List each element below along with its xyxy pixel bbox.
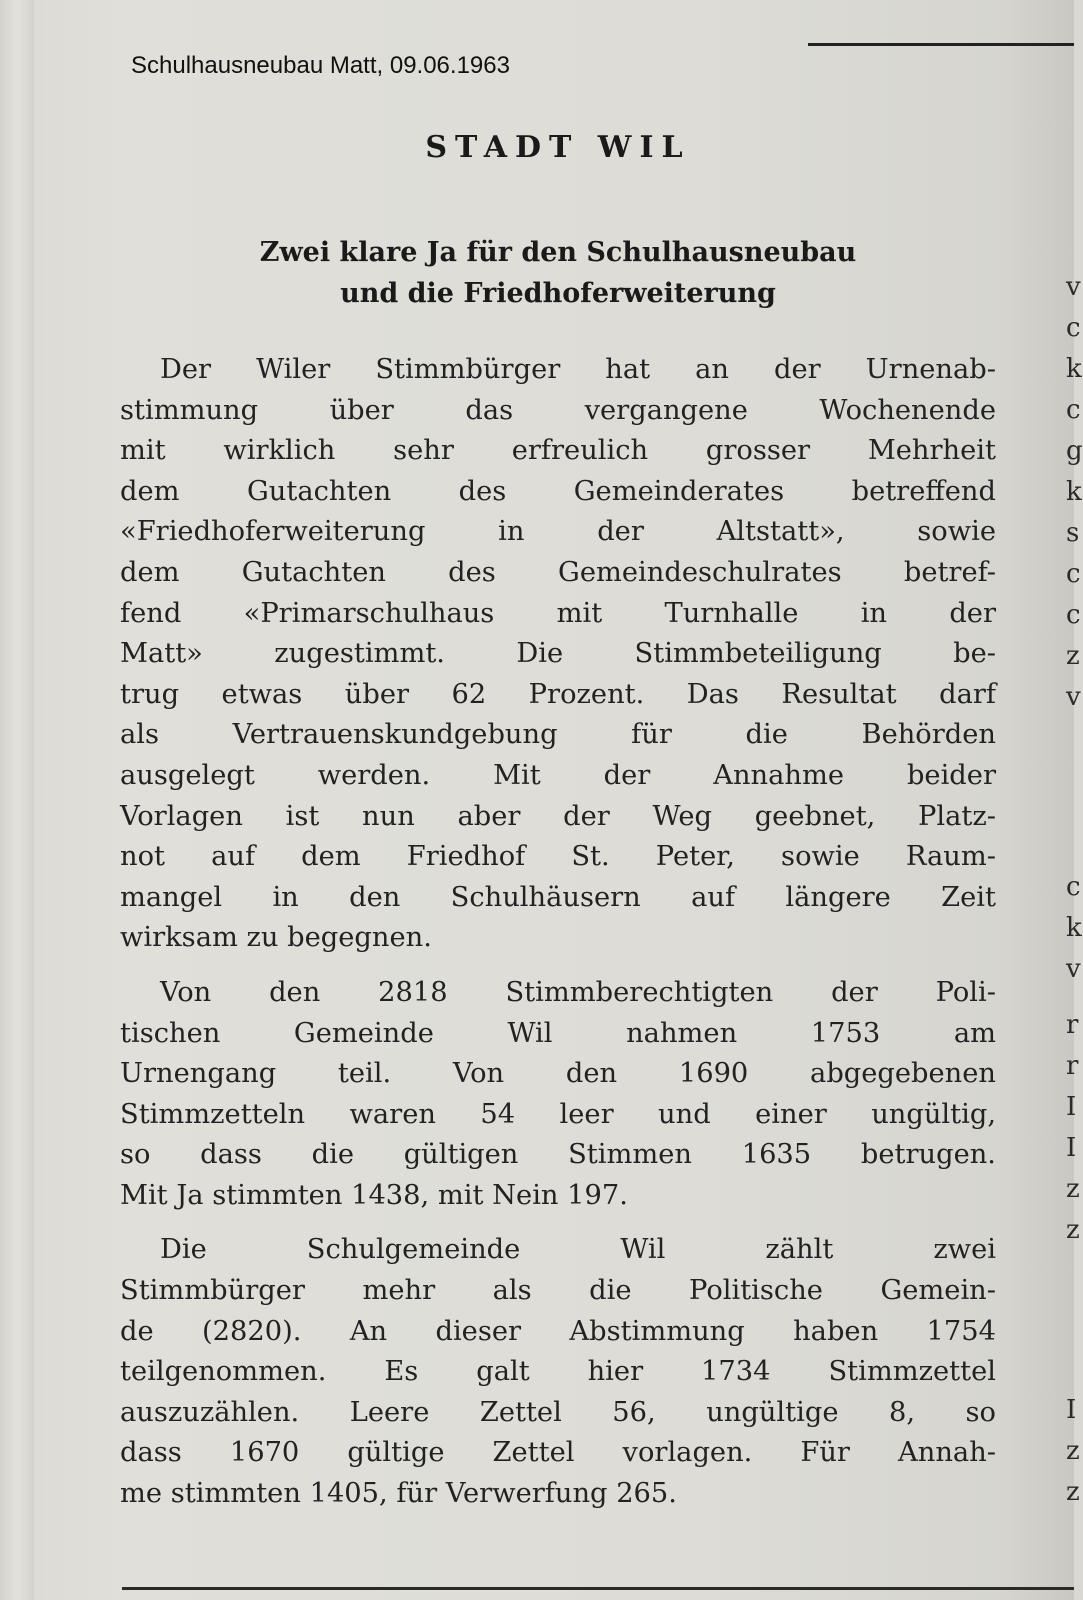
text-line: mangel in den Schulhäusern auf längere Zeit [120, 881, 996, 913]
text-line: Mit Ja stimmten 1438, mit Nein 197. [120, 1179, 628, 1211]
fragment-letter: z [1066, 641, 1080, 671]
fragment-letter: c [1066, 559, 1081, 589]
article-headline [120, 232, 996, 314]
fragment-letter: z [1066, 1477, 1080, 1507]
text-line: teilgenommen. Es galt hier 1734 Stimmzettel [120, 1356, 996, 1388]
text-line: me stimmten 1405, für Verwerfung 265. [120, 1478, 677, 1510]
paper-edge [0, 0, 34, 1600]
fragment-letter: z [1066, 1174, 1080, 1204]
text-line: stimmung über das vergangene Wochenende [120, 394, 996, 426]
fragment-letter: I [1066, 1395, 1077, 1425]
fragment-letter: v [1066, 682, 1081, 712]
text-line: als Vertrauenskundgebung für die Behörden [120, 719, 996, 751]
bottom-rule [122, 1587, 1074, 1590]
text-line: mit wirklich sehr erfreulich grosser Mehrheit [120, 435, 996, 467]
text-line: not auf dem Friedhof St. Peter, sowie Raum- [120, 841, 996, 873]
text-line: dass 1670 gültige Zettel vorlagen. Für Annah- [120, 1437, 996, 1469]
fragment-letter: k [1066, 477, 1082, 507]
fragment-letter: k [1066, 354, 1082, 384]
text-line: ausgelegt werden. Mit der Annahme beider [120, 759, 996, 791]
fragment-letter: z [1066, 1215, 1080, 1245]
article-body [120, 350, 996, 1529]
fragment-letter: I [1066, 1133, 1077, 1163]
headline-line-2: und die Friedhoferweiterung [340, 278, 776, 309]
text-line: Stimmzetteln waren 54 leer und einer ungültig, [120, 1098, 996, 1130]
text-line: «Friedhoferweiterung in der Altstatt», sowie [120, 516, 996, 548]
text-line: Urnengang teil. Von den 1690 abgegebenen [120, 1058, 996, 1090]
paragraph-3 [120, 1230, 996, 1514]
section-title: STADT WIL [425, 130, 691, 165]
text-line: trug etwas über 62 Prozent. Das Resultat darf [120, 678, 996, 710]
text-line: Von den 2818 Stimmberechtigten der Poli- [160, 976, 996, 1008]
paragraph-1 [120, 350, 996, 959]
photo-caption: Schulhausneubau Matt, 09.06.1963 [131, 52, 510, 79]
fragment-letter: v [1066, 954, 1081, 984]
fragment-letter: c [1066, 872, 1081, 902]
fragment-letter: c [1066, 313, 1081, 343]
fragment-letter: z [1066, 1436, 1080, 1466]
fragment-letter: k [1066, 913, 1082, 943]
fragment-letter: r [1066, 1010, 1079, 1040]
fragment-letter: r [1066, 1051, 1079, 1081]
fragment-letter: I [1066, 1092, 1077, 1122]
fragment-letter: c [1066, 600, 1081, 630]
headline-line-1: Zwei klare Ja für den Schulhausneubau [259, 237, 857, 268]
text-line: wirksam zu begegnen. [120, 922, 432, 954]
text-line: Der Wiler Stimmbürger hat an der Urnenab- [160, 354, 996, 385]
text-line: Stimmbürger mehr als die Politische Gemein- [120, 1275, 996, 1307]
text-line: so dass die gültigen Stimmen 1635 betrugen. [120, 1139, 996, 1171]
fragment-letter: v [1066, 272, 1081, 302]
fragment-letter: g [1066, 436, 1083, 466]
text-line: tischen Gemeinde Wil nahmen 1753 am [120, 1017, 996, 1049]
text-line: auszuzählen. Leere Zettel 56, ungültige 8, so [120, 1396, 996, 1428]
top-rule [808, 43, 1074, 46]
fragment-letter: s [1066, 518, 1080, 548]
text-line: fend «Primarschulhaus mit Turnhalle in der [120, 597, 996, 629]
paragraph-2 [120, 973, 996, 1217]
text-line: dem Gutachten des Gemeinderates betreffend [120, 475, 996, 507]
text-line: Vorlagen ist nun aber der Weg geebnet, Platz- [120, 800, 996, 832]
text-line: Matt» zugestimmt. Die Stimmbeteiligung be- [120, 638, 996, 670]
text-line: dem Gutachten des Gemeindeschulrates betref- [120, 556, 996, 588]
fragment-letter: c [1066, 395, 1081, 425]
adjacent-column-fragments [1040, 0, 1083, 1600]
text-line: de (2820). An dieser Abstimmung haben 1754 [120, 1315, 996, 1347]
text-line: Die Schulgemeinde Wil zählt zwei [160, 1234, 996, 1266]
